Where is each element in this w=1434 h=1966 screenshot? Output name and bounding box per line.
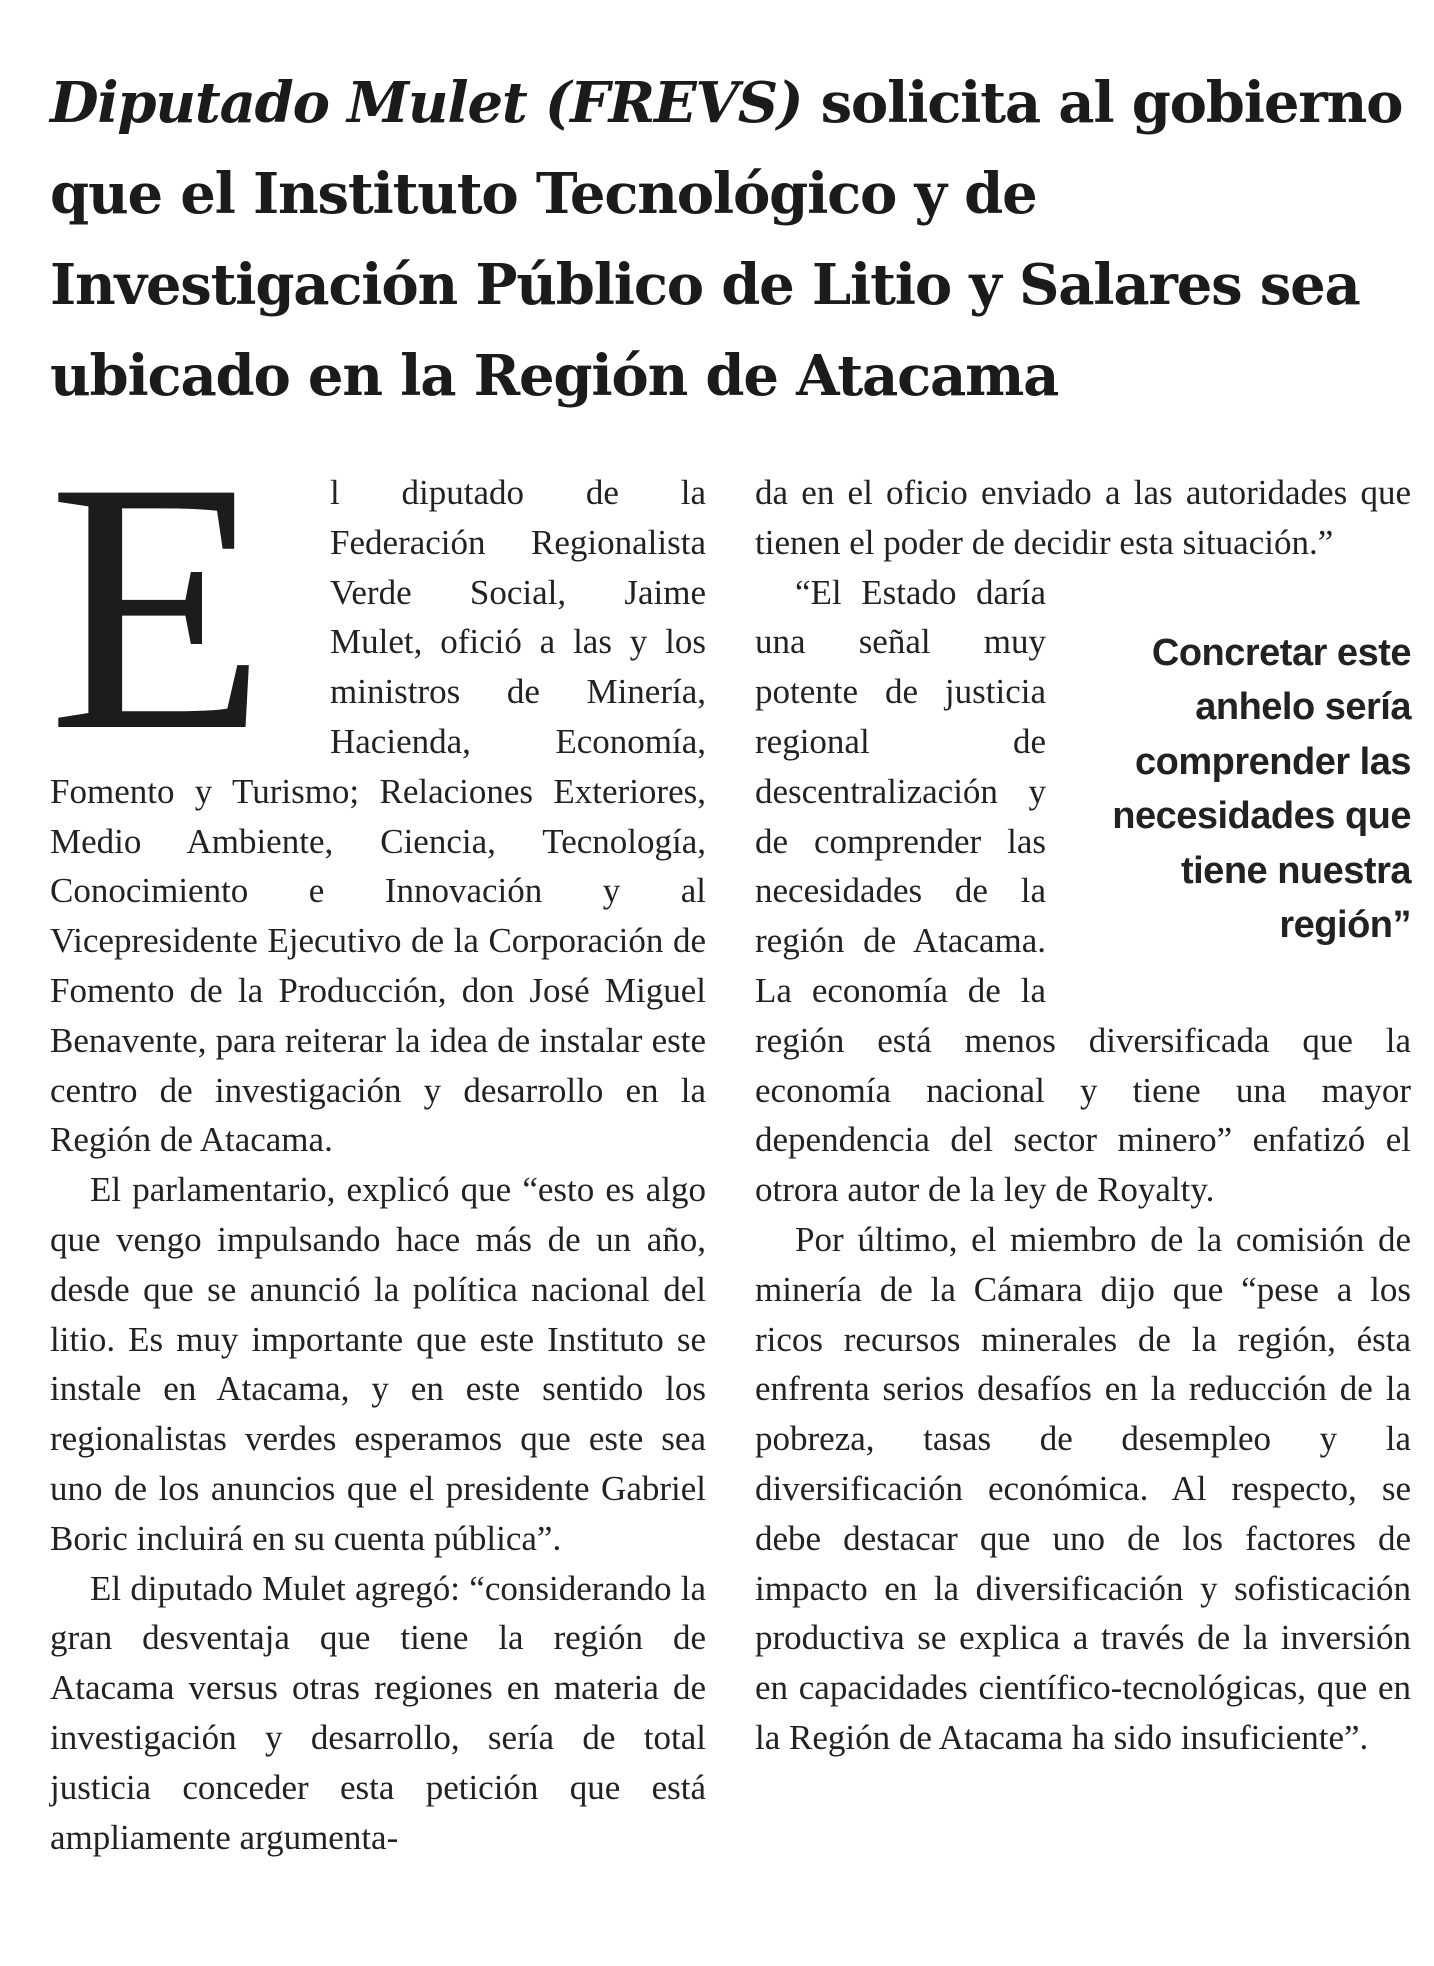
headline [50, 58, 1420, 422]
paragraph-4: da en el oficio enviado a las autoridades que tienen el poder de decidir esta situación.” [755, 473, 1411, 562]
paragraph-5: “El Estado daría una señal muy potente de justicia regional de descentralización y de comprender las necesidades de la región de Atacama. La economía de la región está menos diversificada que la economía nacional y tiene una mayor dependencia del sector minero” enfatizó el otrora autor de la ley de Royalty. [755, 572, 1411, 1210]
pull-quote: Concretar este anhelo sería comprender las necesidades que tiene nuestra región” [1112, 631, 1411, 947]
paragraph-2: El parlamentario, explicó que “esto es algo que vengo impulsando hace más de un año, desde que se anunció la política nacional del litio. Es muy importante que este Instituto se instale en Atacama, y en este sentido los regionalistas verdes esperamos que este sea uno de los anuncios que el presidente Gabriel Boric incluirá en su cuenta pública”. [50, 1170, 706, 1558]
paragraph-6: Por último, el miembro de la comisión de minería de la Cámara dijo que “pese a los ricos recursos minerales de la región, ésta enfrenta serios desafíos en la reducción de la pobreza, tasas de desempleo y la diversificación económica. Al respecto, se debe destacar que uno de los factores de impacto en la diversificación y sofisticación productiva se explica a través de la inversión en capacidades científico-tecnológicas, que en la Región de Atacama ha sido insuficiente”. [755, 1219, 1411, 1757]
column-left [48, 409, 706, 1862]
column-right [755, 468, 1411, 1763]
drop-cap: E [48, 409, 267, 805]
paragraph-1: l diputado de la Federación Regionalista Verde Social, Jaime Mulet, ofició a las y los ministros de Minería, Hacienda, Economía, Fomento y Turismo; Relaciones Exteriores, Medio Ambiente, Ciencia, Tecnología, Conocimiento e Innovación y al Vicepresidente Ejecutivo de la Corporación de Fomento de la Producción, don José Miguel Benavente, para reiterar la idea de instalar este centro de investigación y desarrollo en la Región de Atacama. [50, 473, 706, 1160]
headline-rest: solicita al gobierno que el Instituto Tecnológico y de Investigación Público de Litio y Salares sea ubicado en la Región de Atacama [50, 70, 1403, 409]
paragraph-3: El diputado Mulet agregó: “considerando la gran desventaja que tiene la región de Atacama versus otras regiones en materia de investigación y desarrollo, sería de total justicia conceder esta petición que está ampliamente argumenta- [50, 1568, 706, 1857]
headline-italic: Diputado Mulet (FREVS) [50, 70, 803, 136]
